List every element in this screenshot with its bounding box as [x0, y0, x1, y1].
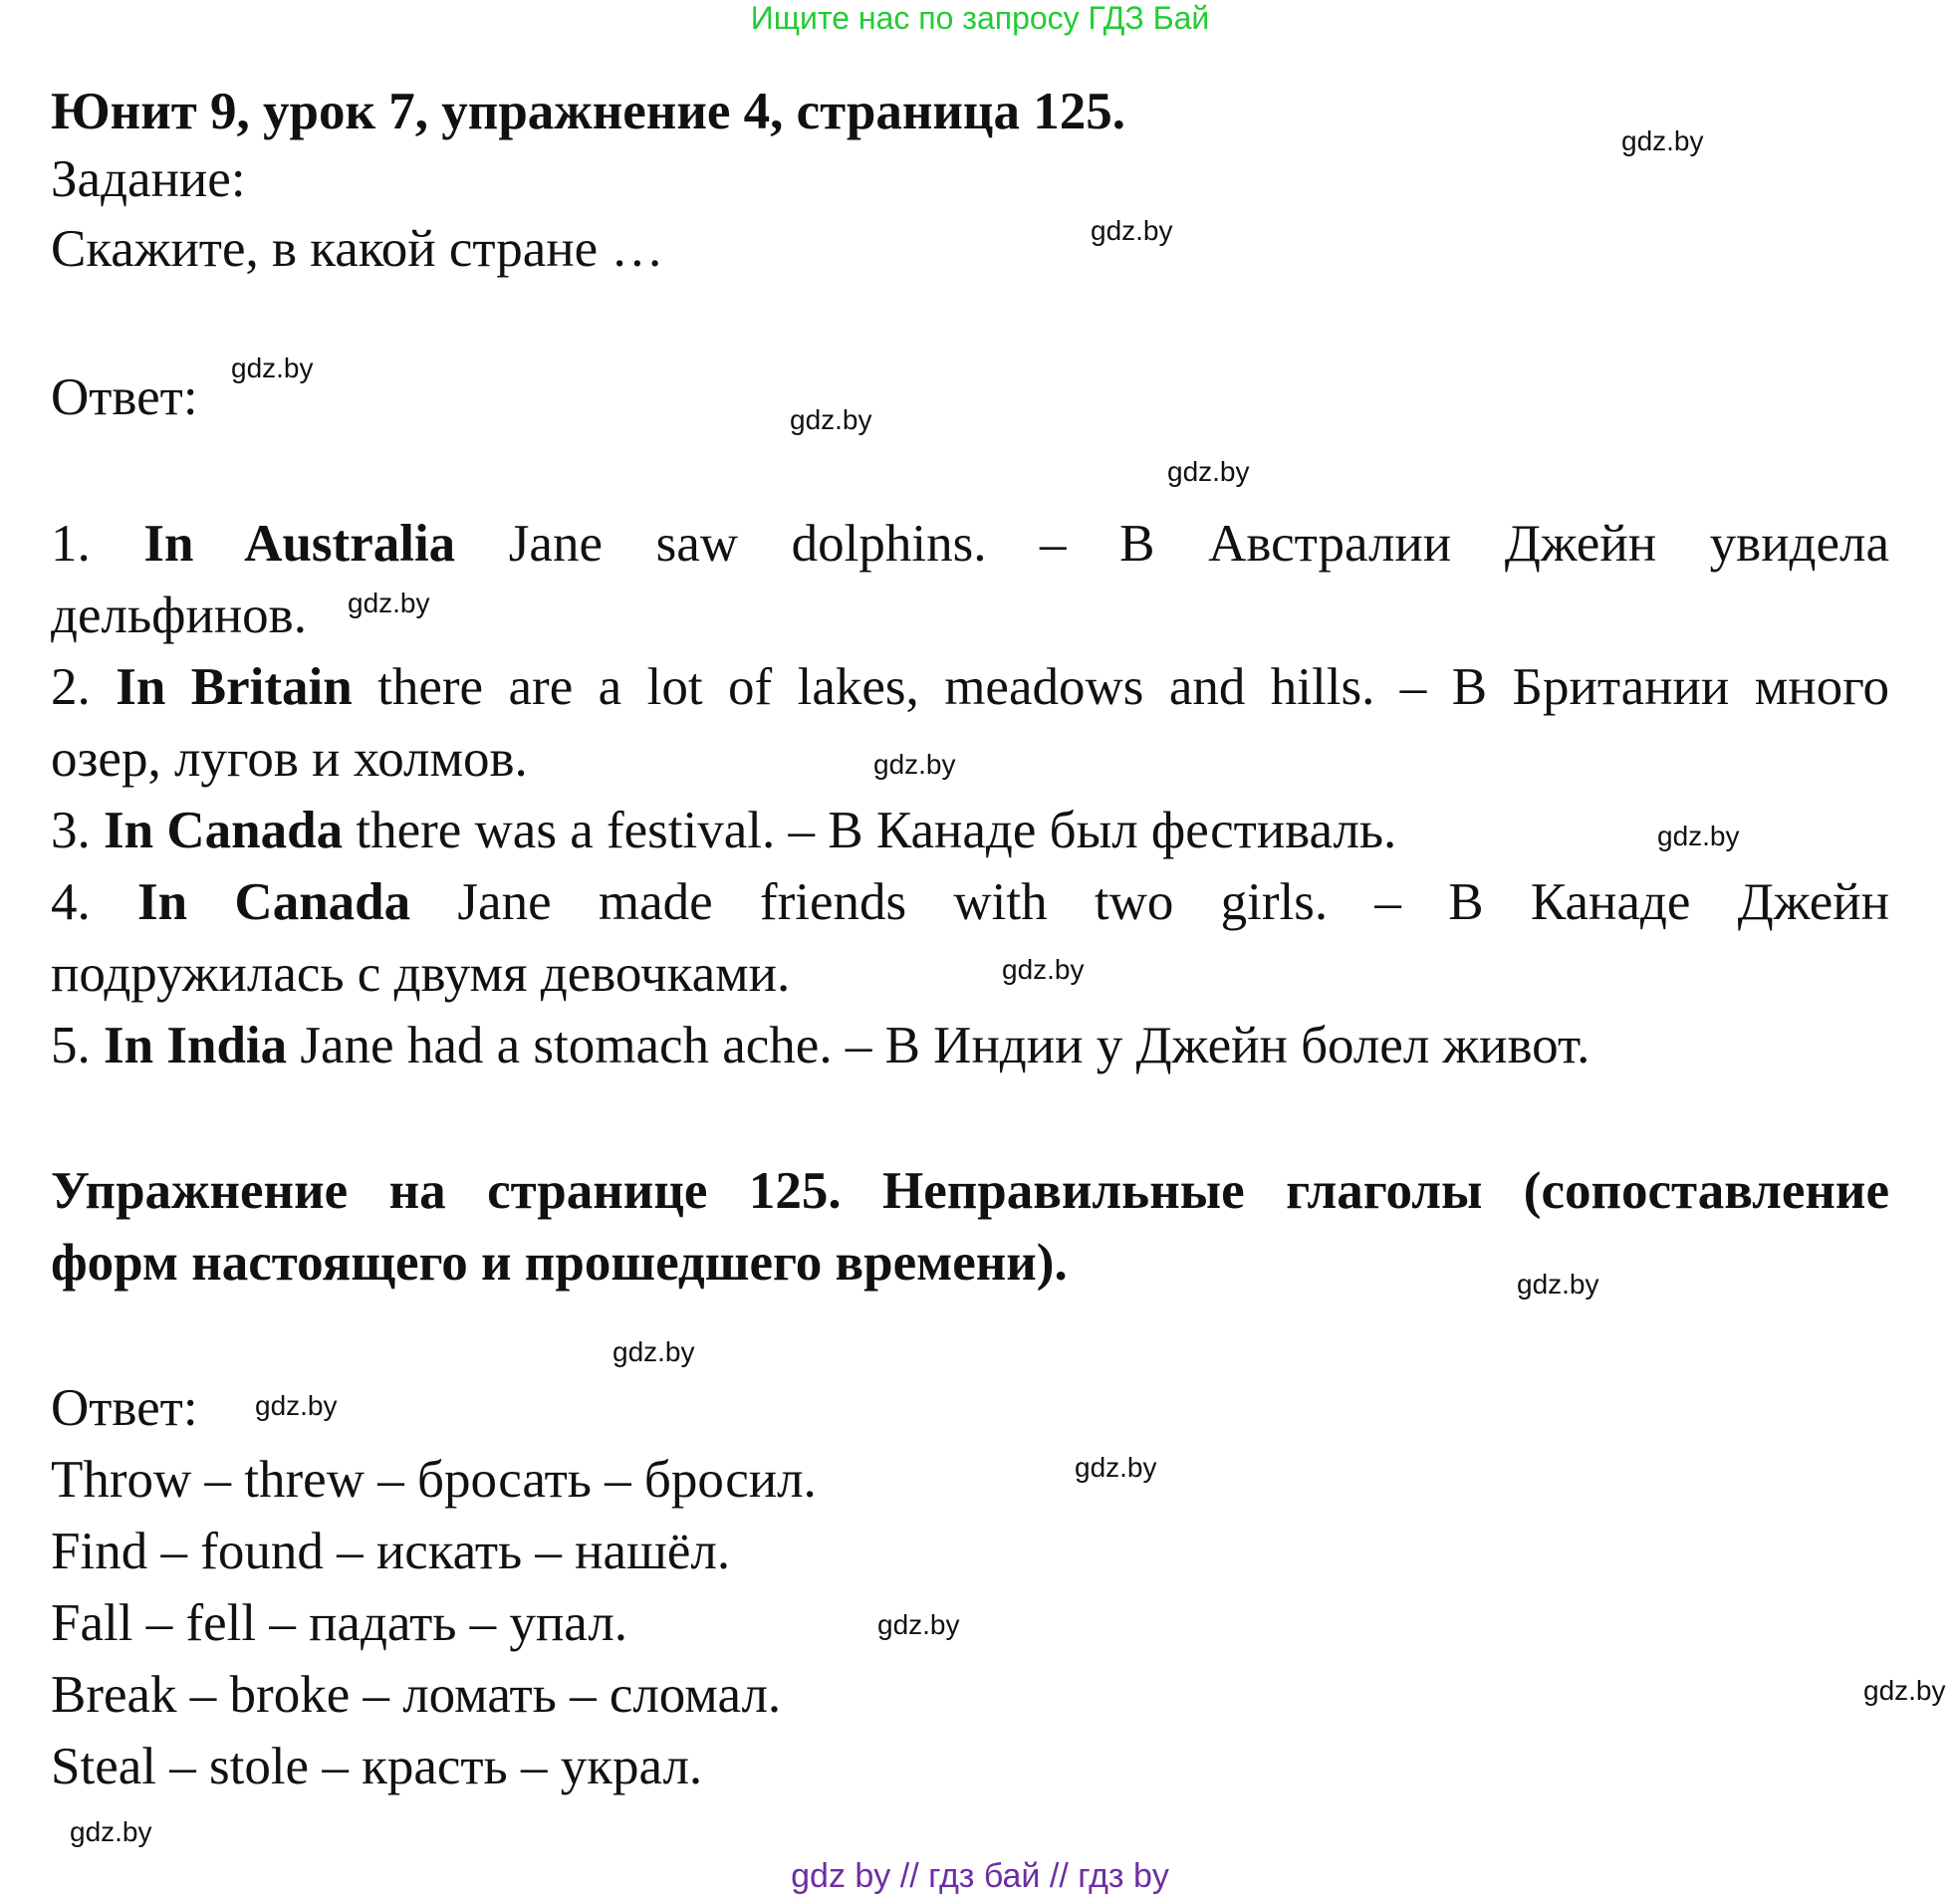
watermark: gdz.by — [1863, 1675, 1946, 1706]
section-heading-continued: форм настоящего и прошедшего времени). — [51, 1234, 1068, 1292]
verb-line: Break – broke – ломать – сломал. — [51, 1666, 782, 1724]
answer-item-4-continued: подружилась с двумя девочками. — [51, 945, 791, 1003]
watermark: gdz.by — [1091, 215, 1173, 246]
verb-line: Throw – threw – бросать – бросил. — [51, 1451, 817, 1509]
answer-text: Jane had a stomach ache. – В Индии у Джейн болел живот. — [300, 1017, 1591, 1074]
verb-line: Find – found – искать – нашёл. — [51, 1523, 731, 1580]
page-title: Юнит 9, урок 7, упражнение 4, страница 125. — [51, 83, 1125, 140]
search-banner: Ищите нас по запросу ГДЗ Бай — [750, 0, 1210, 36]
answer-number: 1. — [51, 515, 91, 573]
answer-text: Jane saw dolphins. – В Австралии Джейн увидела — [508, 515, 1890, 573]
answer-country: In India — [104, 1017, 288, 1074]
answer-item-3 — [51, 799, 1889, 862]
answer-item-1-continued: дельфинов. — [51, 587, 307, 644]
watermark: gdz.by — [70, 1816, 152, 1847]
watermark: gdz.by — [790, 404, 872, 435]
answer-number: 2. — [51, 658, 91, 716]
answer-country: In Australia — [143, 515, 456, 573]
answer-label: Ответ: — [51, 368, 198, 426]
section-heading: Упражнение на странице 125. Неправильные глаголы (сопоставление — [51, 1162, 1889, 1220]
task-text: Скажите, в какой стране … — [51, 220, 664, 278]
answer-item-2 — [51, 655, 1889, 719]
watermark: gdz.by — [1167, 456, 1250, 487]
answer-label-2: Ответ: — [51, 1379, 198, 1437]
watermark: gdz.by — [877, 1609, 960, 1640]
watermark: gdz.by — [255, 1390, 338, 1421]
answer-item-1 — [51, 512, 1889, 576]
footer-links: gdz by // гдз бай // гдз by — [791, 1857, 1169, 1895]
answer-item-4 — [51, 870, 1889, 934]
answer-number: 5. — [51, 1017, 91, 1074]
answer-text: there are a lot of lakes, meadows and hills. – В Британии много — [377, 658, 1890, 716]
verb-line: Steal – stole – красть – украл. — [51, 1738, 703, 1795]
watermark: gdz.by — [873, 749, 956, 780]
task-label: Задание: — [51, 150, 246, 208]
watermark: gdz.by — [1002, 954, 1085, 985]
answer-item-5 — [51, 1014, 1889, 1077]
watermark: gdz.by — [1657, 821, 1740, 851]
answer-number: 3. — [51, 802, 91, 859]
answer-number: 4. — [51, 873, 91, 931]
answer-text: there was a festival. – В Канаде был фестиваль. — [356, 802, 1397, 859]
answer-country: In Canada — [137, 873, 411, 931]
watermark: gdz.by — [231, 353, 314, 383]
answer-item-2-continued: озер, лугов и холмов. — [51, 730, 528, 788]
answer-country: In Canada — [104, 802, 344, 859]
watermark: gdz.by — [348, 588, 430, 618]
answer-country: In Britain — [116, 658, 353, 716]
watermark: gdz.by — [1517, 1269, 1599, 1300]
watermark: gdz.by — [1075, 1452, 1157, 1483]
watermark: gdz.by — [1621, 125, 1704, 156]
watermark: gdz.by — [612, 1336, 695, 1367]
verb-line: Fall – fell – падать – упал. — [51, 1594, 627, 1652]
answer-text: Jane made friends with two girls. – В Канаде Джейн — [457, 873, 1889, 931]
